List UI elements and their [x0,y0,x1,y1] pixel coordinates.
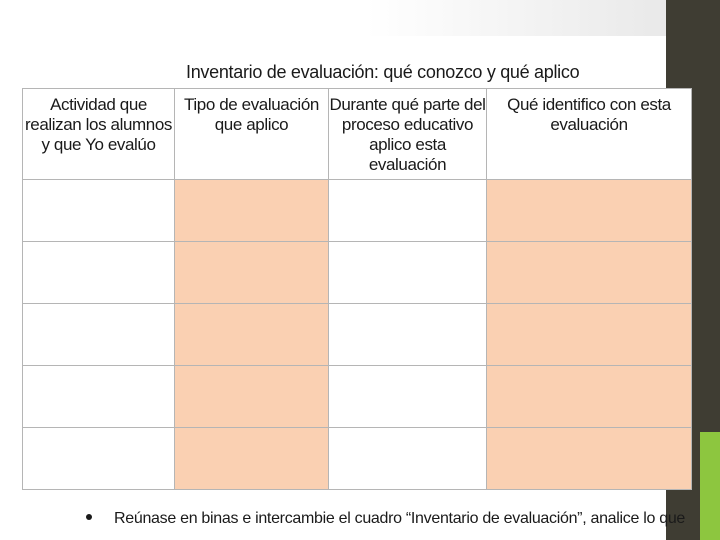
table-cell[interactable] [175,242,329,304]
page-title: Inventario de evaluación: qué conozco y qué aplico [186,62,580,82]
table-cell[interactable] [487,366,692,428]
bullet-icon [86,514,92,520]
header-cell-what-identified: Qué identifico con esta evaluación [487,89,692,180]
table-cell[interactable] [487,304,692,366]
table-row [23,428,692,490]
table-cell[interactable] [175,304,329,366]
table-cell[interactable] [23,428,175,490]
table-cell[interactable] [487,180,692,242]
bullet-text: Reúnase en binas e intercambie el cuadro “Inventario de evaluación”, analice lo que [114,510,686,527]
header-cell-activity: Actividad que realizan los alumnos y que Yo evalúo [23,89,175,180]
table-cell[interactable] [487,428,692,490]
table-cell[interactable] [23,180,175,242]
table-cell[interactable] [329,242,487,304]
table-cell[interactable] [487,242,692,304]
side-accent [700,432,720,540]
table-cell[interactable] [329,428,487,490]
table-header-row [23,89,692,180]
table-cell[interactable] [175,180,329,242]
table-cell[interactable] [23,304,175,366]
table-cell[interactable] [329,366,487,428]
table-cell[interactable] [329,304,487,366]
table-row [23,366,692,428]
table-row [23,180,692,242]
header-cell-evaluation-type: Tipo de evaluación que aplico [175,89,329,180]
table-row [23,304,692,366]
header-cell-process-phase: Durante qué parte del proceso educativo aplico esta evaluación [329,89,487,180]
table-cell[interactable] [175,428,329,490]
table-cell[interactable] [23,242,175,304]
bullet-item [86,510,686,528]
table-cell[interactable] [329,180,487,242]
table-cell[interactable] [175,366,329,428]
table-cell[interactable] [23,366,175,428]
table-row [23,242,692,304]
inventory-table [22,88,692,490]
top-gradient-band [0,0,666,36]
